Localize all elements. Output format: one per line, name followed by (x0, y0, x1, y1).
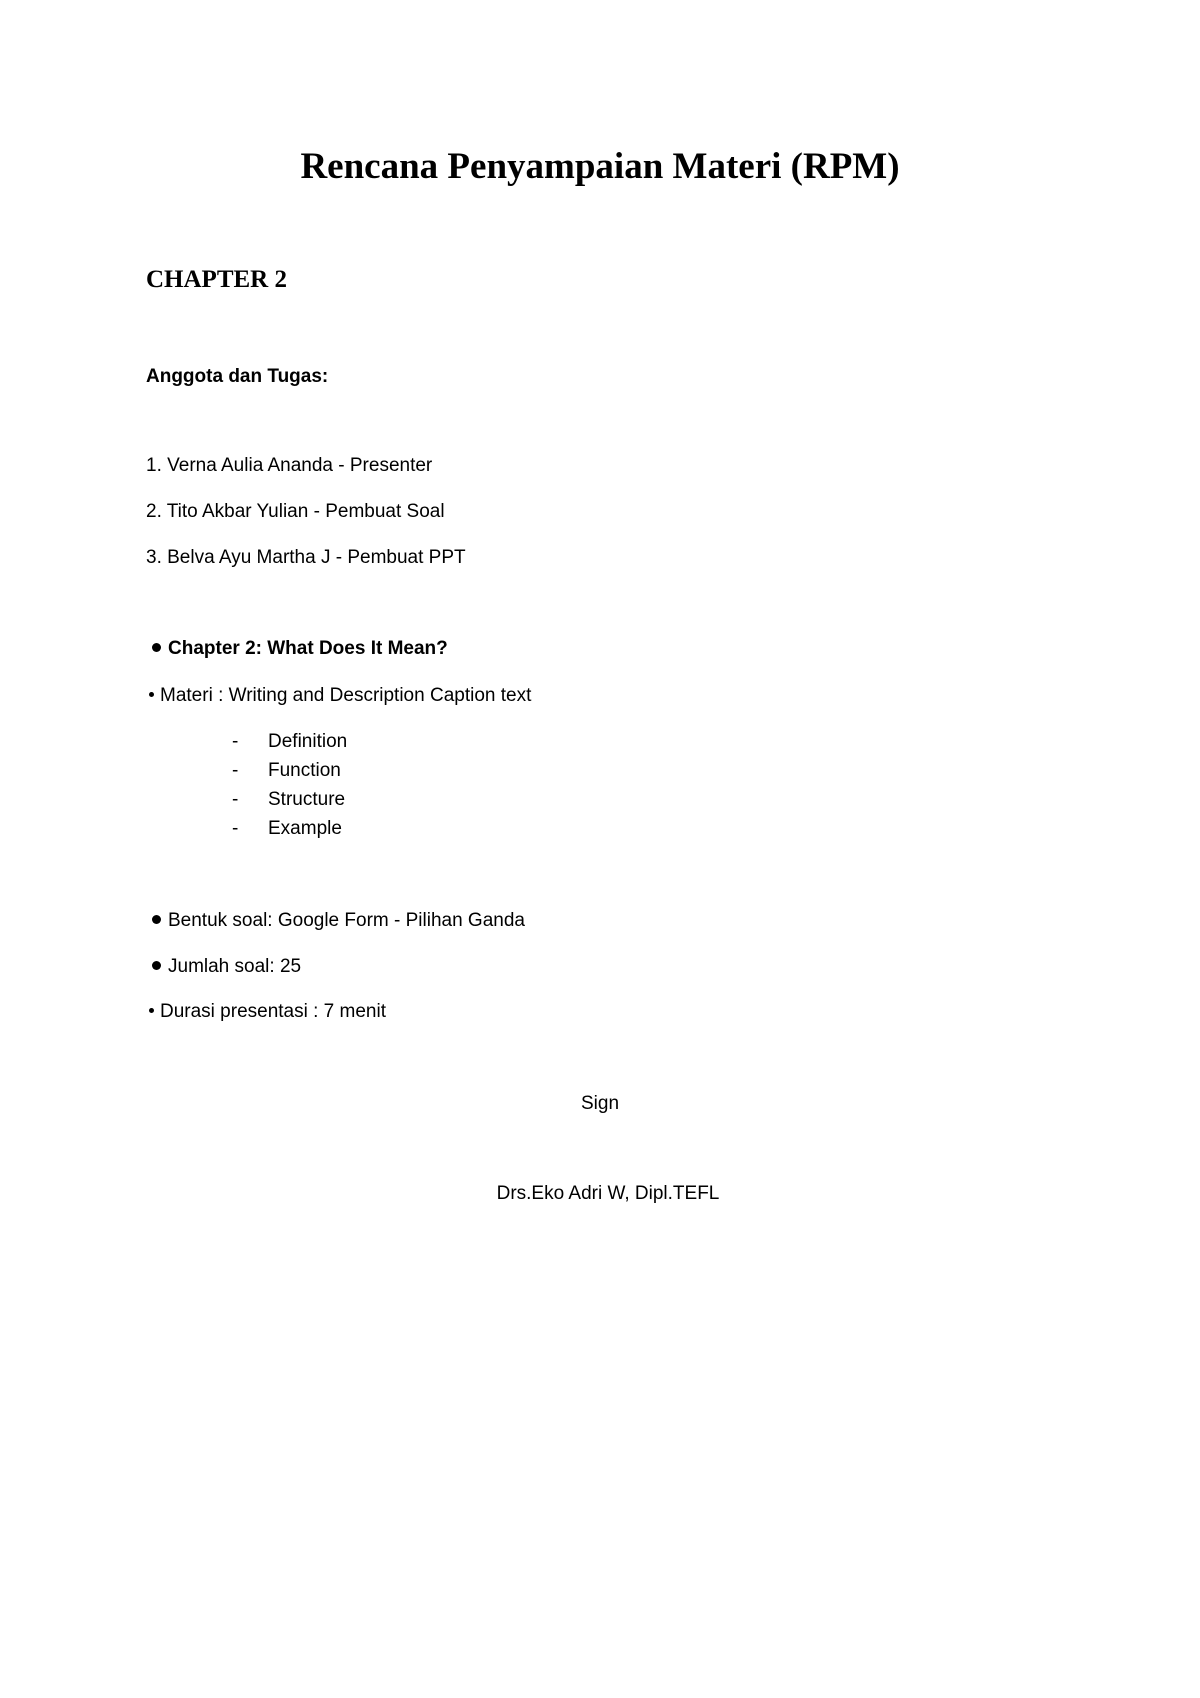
materi-item (146, 683, 531, 709)
bullet-icon (149, 1008, 154, 1013)
durasi-item (146, 999, 386, 1025)
sublist-item (232, 756, 347, 785)
member-item-2: 2. Tito Akbar Yulian - Pembuat Soal (146, 501, 445, 522)
jumlah-soal-label: Jumlah soal: (168, 956, 280, 977)
dash-marker: - (232, 818, 239, 839)
signatory-name: Drs.Eko Adri W, Dipl.TEFL (496, 1183, 720, 1204)
topic-item (146, 636, 448, 662)
sign-label: Sign (580, 1093, 620, 1114)
dash-marker: - (232, 789, 239, 810)
sublist-item (232, 785, 347, 814)
bentuk-soal-text: Bentuk soal: Google Form - Pilihan Ganda (168, 910, 525, 931)
bullet-icon (149, 692, 154, 697)
sublist-item-text: Function (268, 760, 341, 781)
jumlah-soal-item (146, 954, 301, 980)
members-heading: Anggota dan Tugas: (146, 366, 329, 387)
sublist-item-text: Definition (268, 731, 348, 752)
jumlah-soal-value: 25 (279, 956, 302, 977)
durasi-text: Durasi presentasi : 7 menit (160, 1001, 386, 1022)
bullet-icon (152, 961, 161, 970)
bullet-icon (152, 643, 161, 652)
materi-sublist (232, 727, 347, 843)
sublist-item (232, 727, 347, 756)
member-item-3: 3. Belva Ayu Martha J - Pembuat PPT (146, 547, 466, 568)
member-item-1: 1. Verna Aulia Ananda - Presenter (146, 455, 433, 476)
topic-text: Chapter 2: What Does It Mean? (168, 638, 448, 659)
bullet-icon (152, 915, 161, 924)
dash-marker: - (232, 731, 239, 752)
materi-text: Materi : Writing and Description Caption text (160, 685, 532, 706)
bentuk-soal-item (146, 908, 525, 934)
chapter-heading: CHAPTER 2 (146, 266, 287, 293)
sublist-item (232, 814, 347, 843)
sublist-item-text: Structure (268, 789, 346, 810)
document-title: Rencana Penyampaian Materi (RPM) (300, 146, 900, 187)
sublist-item-text: Example (268, 818, 342, 839)
dash-marker: - (232, 760, 239, 781)
